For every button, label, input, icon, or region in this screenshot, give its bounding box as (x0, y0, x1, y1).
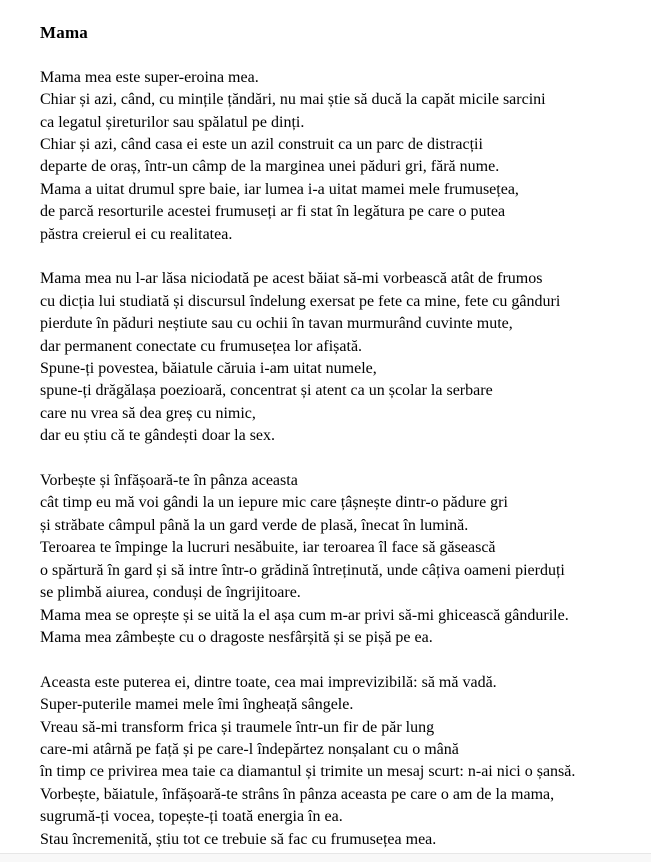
poem-line: care-mi atârnă pe față și pe care-l îndepărtez nonșalant cu o mână (40, 740, 459, 758)
poem-line: Vorbește și înfășoară-te în pânza aceasta (40, 472, 298, 490)
poem-line: Chiar și azi, când, cu mințile țăndări, nu mai știe să ducă la capăt micile sarcini (40, 91, 546, 109)
poem-line: Chiar și azi, când casa ei este un azil construit ca un parc de distracții (40, 136, 483, 154)
poem-line: sugrumă-ți vocea, topește-ți toată energia în ea. (40, 808, 343, 826)
stanza-2 (40, 268, 651, 447)
poem-line: Mama mea zâmbește cu o dragoste nesfârșită și se pișă pe ea. (40, 628, 433, 646)
poem-line: în timp ce privirea mea taie ca diamantul și trimite un mesaj scurt: n-ai nici o șansă. (40, 763, 576, 781)
poem-line: dar eu știu că te gândești doar la sex. (40, 427, 276, 445)
poem-line: Mama mea este super-eroina mea. (40, 68, 259, 86)
poem-line: Vreau să-mi transform frica și traumele într-un fir de păr lung (40, 718, 435, 736)
poem-line: dar permanent conectate cu frumusețea lor afișată. (40, 337, 363, 355)
poem-line: ca legatul șireturilor sau spălatul pe dinți. (40, 113, 305, 131)
poem-line: Super-puterile mamei mele îmi îngheață sângele. (40, 696, 354, 714)
poem-line: cât timp eu mă voi gândi la un iepure mic care țâșnește dintr-o pădure gri (40, 494, 508, 512)
poem-line: o spărtură în gard și să intre într-o grădină întreținută, unde câțiva oameni pierduți (40, 561, 565, 579)
poem-line: Mama mea nu l-ar lăsa niciodată pe acest băiat să-mi vorbească atât de frumos (40, 270, 543, 288)
poem-line: Teroarea te împinge la lucruri nesăbuite, iar teroarea îl face să găsească (40, 539, 496, 557)
stanza-3 (40, 470, 651, 649)
poem-line: care nu vrea să dea greș cu nimic, (40, 404, 256, 422)
stanza-1 (40, 67, 651, 246)
poem-line: și străbate câmpul până la un gard verde de plasă, înecat în lumină. (40, 516, 469, 534)
poem-line: Aceasta este puterea ei, dintre toate, cea mai imprevizibilă: să mă vadă. (40, 673, 497, 691)
poem-line: păstra creierul ei cu realitatea. (40, 225, 233, 243)
poem-line: Spune-ți povestea, băiatule căruia i-am uitat numele, (40, 360, 377, 378)
page-bottom-edge (0, 853, 651, 862)
poem-line: spune-ți drăgălașa poezioară, concentrat și atent ca un școlar la serbare (40, 382, 493, 400)
poem-line: Stau încremenită, știu tot ce trebuie să fac cu frumusețea mea. (40, 830, 437, 848)
stanza-4 (40, 672, 651, 851)
poem-line: pierdute în păduri neștiute sau cu ochii în tavan murmurând cuvinte mute, (40, 315, 513, 333)
poem-line: departe de oraș, într-un câmp de la marginea unei păduri gri, fără nume. (40, 158, 500, 176)
poem-line: cu dicția lui studiată și discursul îndelung exersat pe fete ca mine, fete cu gânduri (40, 292, 561, 310)
poem-line: Mama mea se oprește și se uită la el așa cum m-ar privi să-mi ghicească gândurile. (40, 606, 569, 624)
poem-line: se plimbă aiurea, conduși de îngrijitoare. (40, 584, 301, 602)
poem-line: Vorbește, băiatule, înfășoară-te strâns în pânza aceasta pe care o am de la mama, (40, 785, 555, 803)
poem-line: Mama a uitat drumul spre baie, iar lumea i-a uitat mamei mele frumusețea, (40, 180, 519, 198)
poem-line: de parcă resorturile acestei frumuseți ar fi stat în legătura pe care o putea (40, 203, 506, 221)
poem-title: Mama (40, 23, 89, 42)
